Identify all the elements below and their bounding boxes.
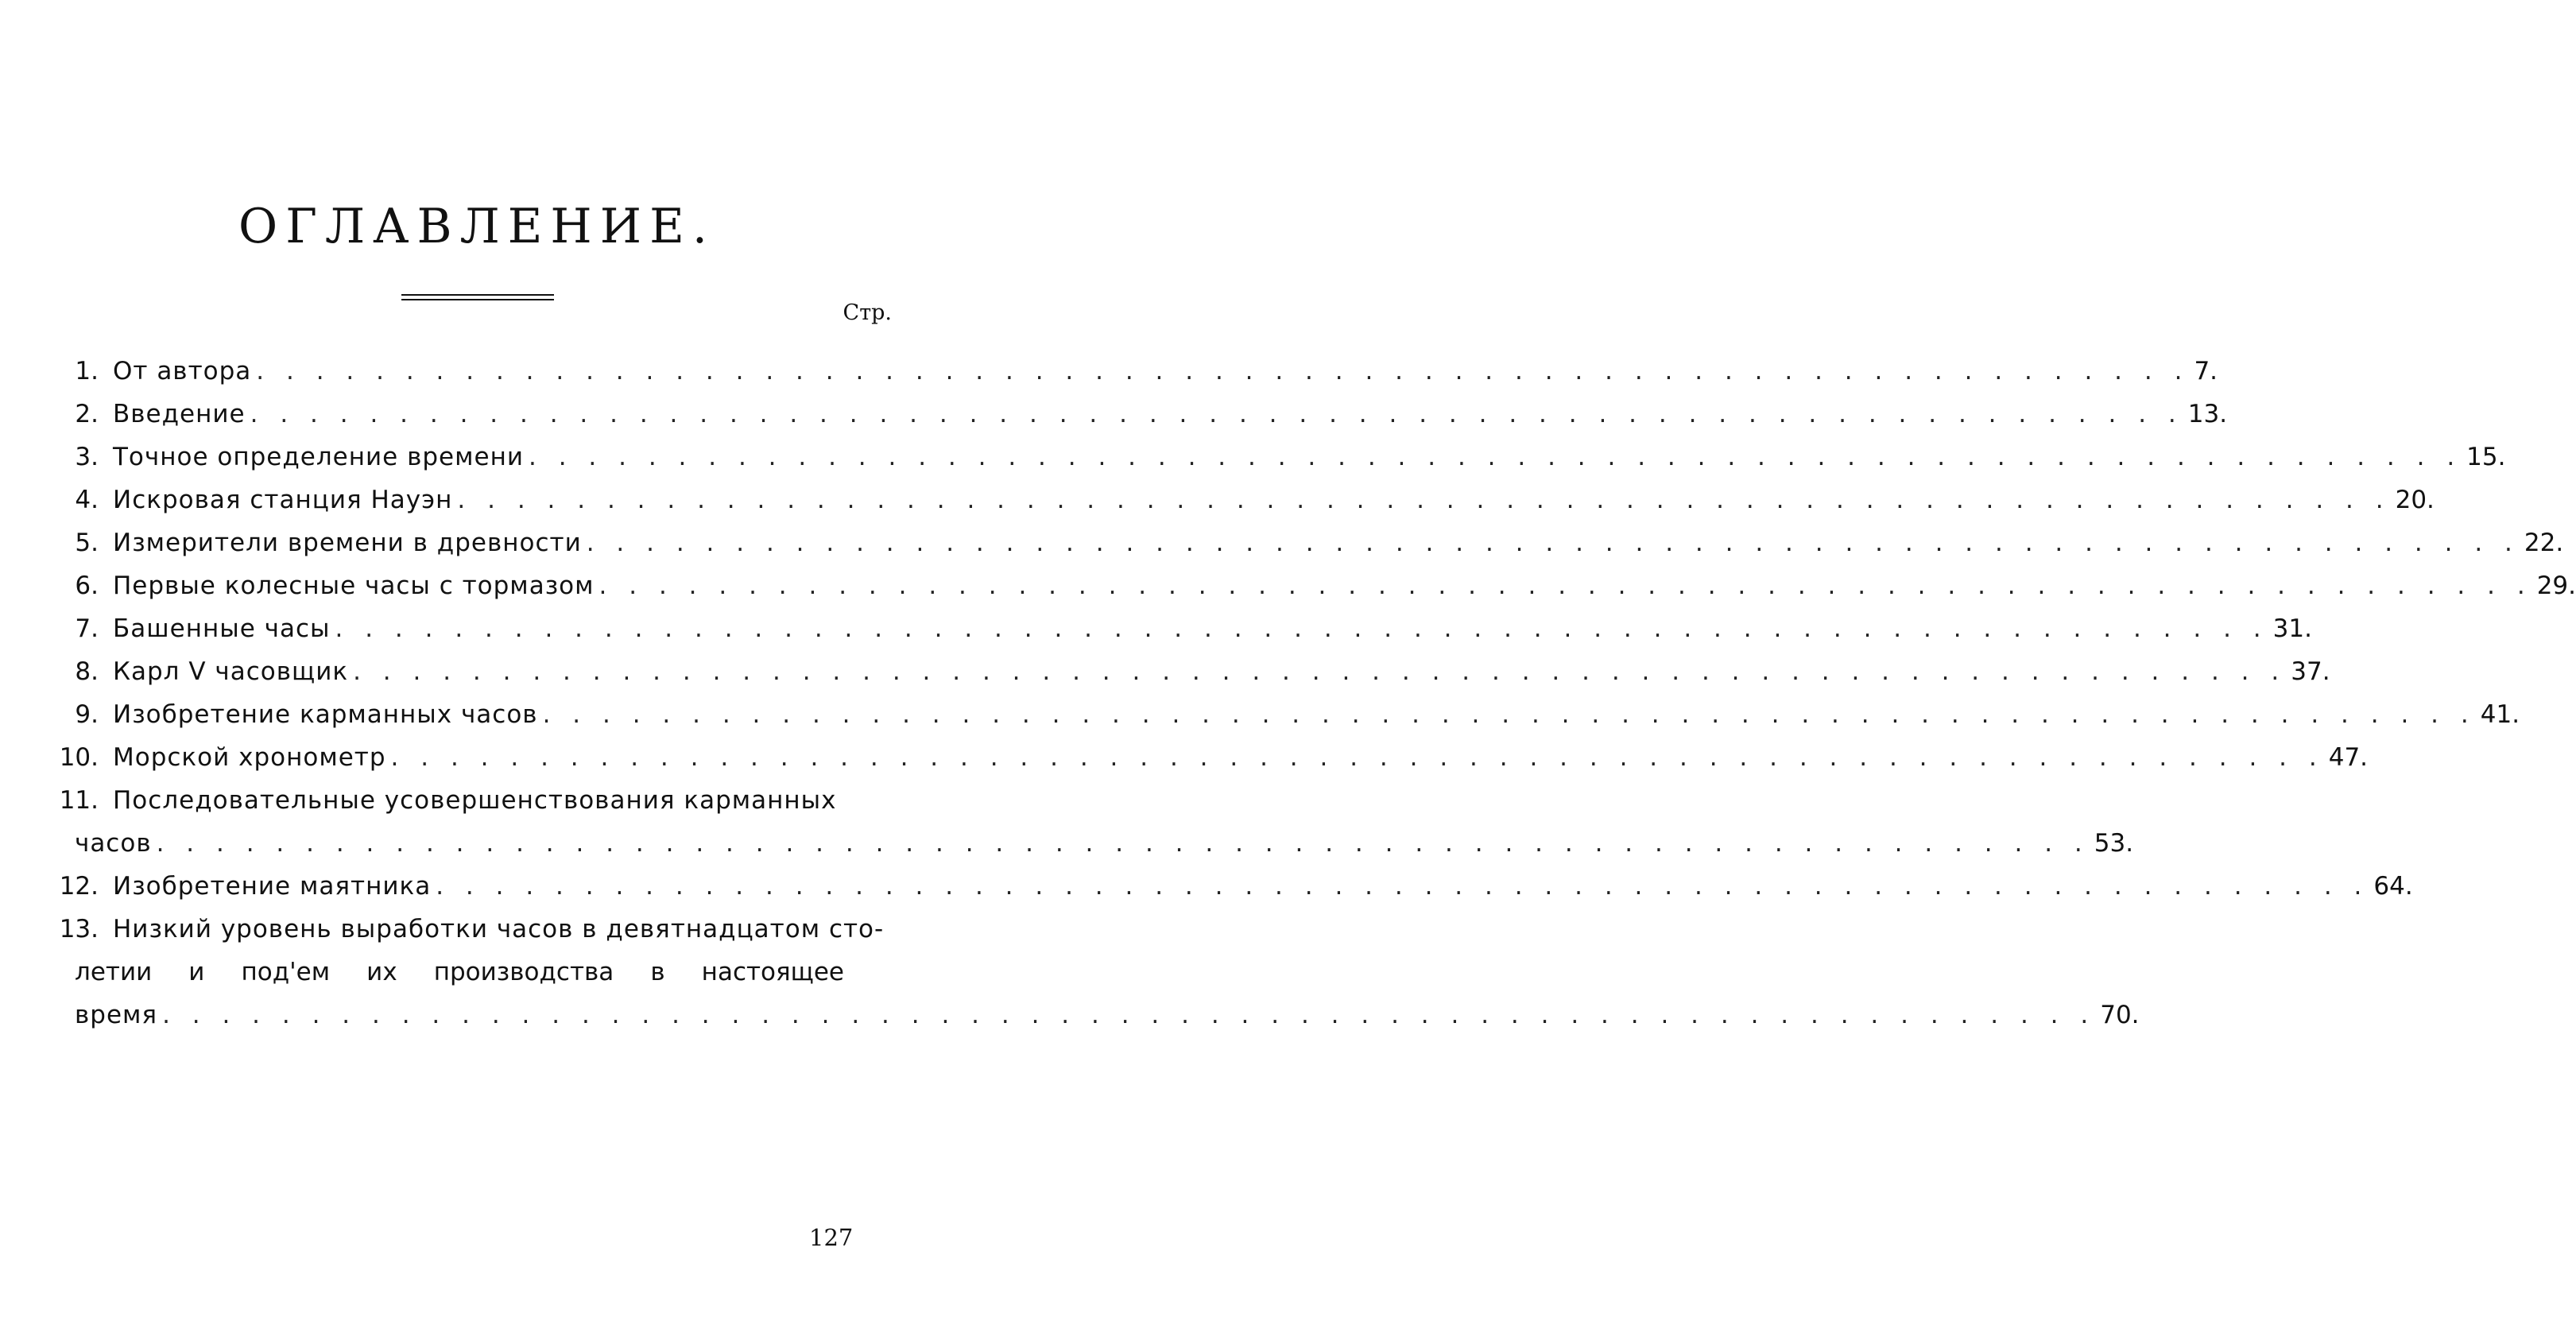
toc-entry-page: 13. bbox=[2187, 400, 2228, 428]
toc-entry-title: Низкий уровень выработки часов в девятнадцатом сто- bbox=[113, 915, 885, 943]
dot-leader: . . . . . . . . . . . . . . . . . . . . . . . . . . . . . . . . . . . . . . . . . . . . . . . . . . . . . . . . . . . . . . . . . bbox=[457, 486, 2391, 514]
toc-entry-title: Искровая станция Науэн bbox=[113, 486, 453, 514]
title-rule-bottom bbox=[401, 299, 554, 300]
table-of-contents bbox=[54, 350, 2576, 1036]
dot-leader: . . . . . . . . . . . . . . . . . . . . . . . . . . . . . . . . . . . . . . . . . . . . . . . . . . . . . . . . . . . . . . . . . bbox=[390, 743, 2324, 772]
toc-entry-title: Башенные часы bbox=[113, 614, 331, 643]
toc-entry-title: Карл V часовщик bbox=[113, 657, 349, 686]
dot-leader: . . . . . . . . . . . . . . . . . . . . . . . . . . . . . . . . . . . . . . . . . . . . . . . . . . . . . . . . . . . . . . . . . bbox=[156, 829, 2090, 858]
toc-entry-title-continuation: летии и под'ем их производства в настоящее bbox=[75, 958, 844, 986]
toc-entry-number: 13. bbox=[59, 915, 99, 943]
toc-entry-number: 12. bbox=[59, 872, 99, 901]
dot-leader: . . . . . . . . . . . . . . . . . . . . . . . . . . . . . . . . . . . . . . . . . . . . . . . . . . . . . . . . . . . . . . . . . bbox=[162, 1001, 2096, 1029]
dot-leader: . . . . . . . . . . . . . . . . . . . . . . . . . . . . . . . . . . . . . . . . . . . . . . . . . . . . . . . . . . . . . . . . . bbox=[586, 529, 2520, 557]
toc-entry-title-continuation: время bbox=[75, 1001, 158, 1029]
dot-leader: . . . . . . . . . . . . . . . . . . . . . . . . . . . . . . . . . . . . . . . . . . . . . . . . . . . . . . . . . . . . . . . . . bbox=[529, 443, 2462, 471]
toc-entry-number: 4. bbox=[75, 486, 99, 514]
toc-entry bbox=[54, 865, 2413, 908]
toc-entry bbox=[54, 693, 2520, 736]
toc-entry-title: Изобретение маятника bbox=[113, 872, 432, 901]
toc-entry-title: Последовательные усовершенствования карманных bbox=[113, 786, 837, 815]
toc-entry bbox=[54, 479, 2435, 521]
toc-entry-title: Изобретение карманных часов bbox=[113, 700, 538, 729]
dot-leader: . . . . . . . . . . . . . . . . . . . . . . . . . . . . . . . . . . . . . . . . . . . . . . . . . . . . . . . . . . . . . . . . . bbox=[542, 700, 2476, 729]
toc-entry-number: 10. bbox=[59, 743, 99, 772]
toc-entry-number: 9. bbox=[75, 700, 99, 729]
toc-entry-number: 3. bbox=[75, 443, 99, 471]
toc-entry-title: Измерители времени в древности bbox=[113, 529, 582, 557]
toc-entry bbox=[54, 436, 2506, 479]
toc-entry bbox=[54, 521, 2564, 564]
toc-entry-page: 20. bbox=[2395, 486, 2435, 514]
toc-entry-title: Точное определение времени bbox=[113, 443, 524, 471]
toc-entry-page: 22. bbox=[2524, 529, 2564, 557]
page-number: 127 bbox=[809, 1224, 854, 1251]
dot-leader: . . . . . . . . . . . . . . . . . . . . . . . . . . . . . . . . . . . . . . . . . . . . . . . . . . . . . . . . . . . . . . . . . bbox=[436, 872, 2369, 901]
page-column-label: Стр. bbox=[843, 300, 892, 325]
toc-entry-page: 64. bbox=[2373, 872, 2413, 901]
toc-entry-page: 70. bbox=[2100, 1001, 2140, 1029]
title-rule-top bbox=[401, 294, 554, 296]
toc-entry bbox=[54, 650, 2330, 693]
dot-leader: . . . . . . . . . . . . . . . . . . . . . . . . . . . . . . . . . . . . . . . . . . . . . . . . . . . . . . . . . . . . . . . . . bbox=[250, 400, 2183, 428]
toc-entry bbox=[54, 736, 2369, 779]
toc-entry bbox=[54, 350, 2218, 393]
dot-leader: . . . . . . . . . . . . . . . . . . . . . . . . . . . . . . . . . . . . . . . . . . . . . . . . . . . . . . . . . . . . . . . . . bbox=[353, 657, 2287, 686]
toc-entry-title: Морской хронометр bbox=[113, 743, 386, 772]
toc-entry-page: 29. bbox=[2536, 572, 2576, 600]
toc-entry bbox=[54, 779, 2134, 865]
dot-leader: . . . . . . . . . . . . . . . . . . . . . . . . . . . . . . . . . . . . . . . . . . . . . . . . . . . . . . . . . . . . . . . . . bbox=[256, 357, 2190, 386]
toc-entry-number: 7. bbox=[75, 614, 99, 643]
toc-entry-number: 1. bbox=[75, 357, 99, 386]
dot-leader: . . . . . . . . . . . . . . . . . . . . . . . . . . . . . . . . . . . . . . . . . . . . . . . . . . . . . . . . . . . . . . . . . bbox=[335, 614, 2268, 643]
toc-entry-title: Первые колесные часы с тормазом bbox=[113, 572, 595, 600]
toc-entry-title: От автора bbox=[113, 357, 252, 386]
toc-entry-number: 8. bbox=[75, 657, 99, 686]
toc-entry-title-continuation: часов bbox=[75, 829, 152, 858]
toc-entry bbox=[54, 908, 2140, 1036]
toc-entry-page: 15. bbox=[2466, 443, 2506, 471]
toc-entry-number: 5. bbox=[75, 529, 99, 557]
toc-entry-page: 47. bbox=[2328, 743, 2369, 772]
toc-entry-page: 37. bbox=[2291, 657, 2330, 686]
toc-entry-page: 53. bbox=[2094, 829, 2134, 858]
toc-entry-number: 6. bbox=[75, 572, 99, 600]
toc-entry bbox=[54, 564, 2576, 607]
toc-entry bbox=[54, 393, 2228, 436]
toc-entry bbox=[54, 607, 2312, 650]
toc-entry-page: 41. bbox=[2480, 700, 2520, 729]
toc-entry-page: 7. bbox=[2194, 357, 2218, 386]
dot-leader: . . . . . . . . . . . . . . . . . . . . . . . . . . . . . . . . . . . . . . . . . . . . . . . . . . . . . . . . . . . . . . . . . bbox=[598, 572, 2532, 600]
toc-entry-number: 2. bbox=[75, 400, 99, 428]
toc-entry-page: 31. bbox=[2272, 614, 2312, 643]
page-title: ОГЛАВЛЕНИЕ. bbox=[238, 199, 715, 254]
toc-entry-title: Введение bbox=[113, 400, 246, 428]
toc-entry-number: 11. bbox=[59, 786, 99, 815]
